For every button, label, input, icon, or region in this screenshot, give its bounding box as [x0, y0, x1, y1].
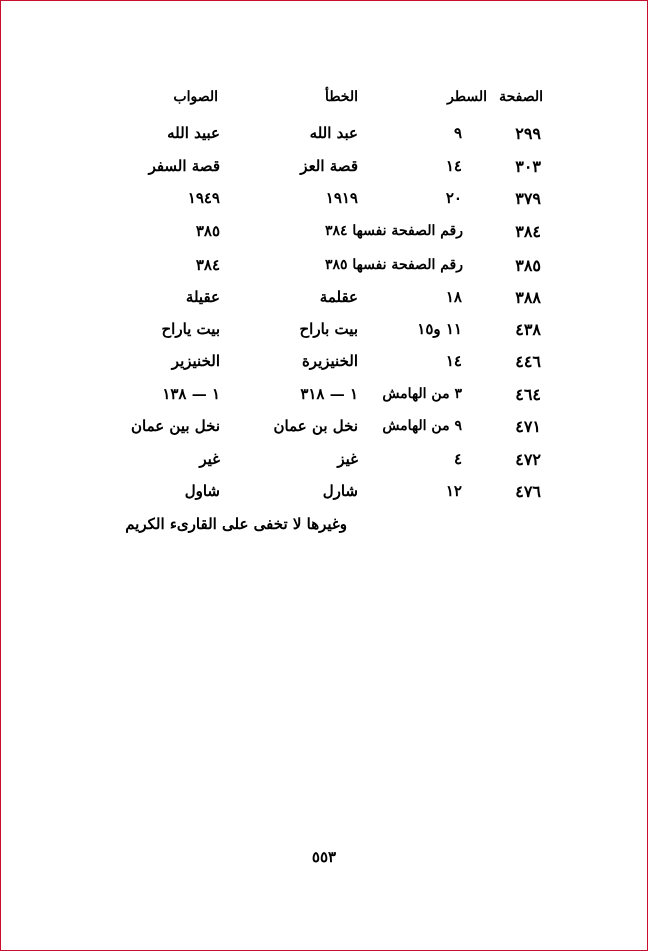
row-correct: الخنيزير [171, 352, 220, 370]
row-correct: ٣٨٥ [195, 222, 220, 240]
errata-note: وغيرها لا تخفى على القارىء الكريم [125, 515, 347, 533]
row-page: ٤٧٦ [515, 482, 541, 501]
header-page: الصفحة [499, 89, 543, 105]
row-page: ٣٧٩ [515, 189, 541, 208]
row-page: ٣٨٥ [515, 256, 541, 275]
row-correct: عقيلة [185, 288, 220, 306]
row-wrong: شارل [322, 482, 358, 500]
row-line: ١٨ [445, 288, 462, 306]
row-wrong: ١٩١٩ [325, 189, 358, 207]
row-page: ٤٧٢ [515, 450, 541, 469]
header-line: السطر [447, 89, 487, 105]
row-correct: ٣٨٤ [195, 256, 220, 274]
row-line: ٩ [453, 124, 462, 142]
row-wrong: عبد الله [309, 124, 358, 142]
row-line: ١١ و١٥ [417, 320, 462, 338]
row-line: ٤ [453, 450, 462, 468]
row-page: ٤٣٨ [515, 320, 541, 339]
row-line: ٣ من الهامش [382, 386, 462, 402]
row-line: ٢٠ [445, 189, 462, 207]
row-wrong: نخل بن عمان [273, 417, 358, 435]
row-page: ٢٩٩ [515, 124, 541, 143]
row-wrong: الخنيزيرة [301, 352, 358, 370]
row-wrong: قصة العز [300, 157, 358, 175]
row-wrong: عقلمة [319, 288, 358, 306]
header-correct: الصواب [173, 89, 218, 105]
row-correct: ١٩٤٩ [187, 189, 220, 207]
row-wrong: ١ — ٣١٨ [300, 385, 358, 403]
row-correct: قصة السفر [148, 157, 220, 175]
row-correct: غير [199, 450, 220, 468]
row-line: ١٤ [445, 157, 462, 175]
row-wrong: غيز [337, 450, 358, 468]
page-number: ٥٥٣ [311, 848, 337, 866]
row-correct: شاول [184, 482, 220, 500]
row-page: ٣٨٨ [515, 288, 541, 307]
row-page: ٤٧١ [515, 417, 541, 436]
row-wrong: بيت باراح [299, 320, 358, 338]
row-wrong: رقم الصفحة نفسها ٣٨٤ [324, 223, 463, 239]
row-wrong: رقم الصفحة نفسها ٣٨٥ [324, 257, 463, 273]
row-line: ١٢ [445, 482, 462, 500]
row-line: ١٤ [445, 352, 462, 370]
row-page: ٤٤٦ [515, 352, 541, 371]
row-correct: عبيد الله [167, 124, 220, 142]
row-correct: ١ — ١٣٨ [162, 385, 220, 403]
row-correct: بيت ياراح [161, 320, 220, 338]
header-wrong: الخطأ [325, 89, 358, 105]
row-page: ٣٨٤ [515, 222, 541, 241]
row-page: ٣٠٣ [515, 157, 541, 176]
row-page: ٤٦٤ [515, 385, 541, 404]
row-line: ٩ من الهامش [382, 418, 462, 434]
row-correct: نخل بين عمان [131, 417, 220, 435]
